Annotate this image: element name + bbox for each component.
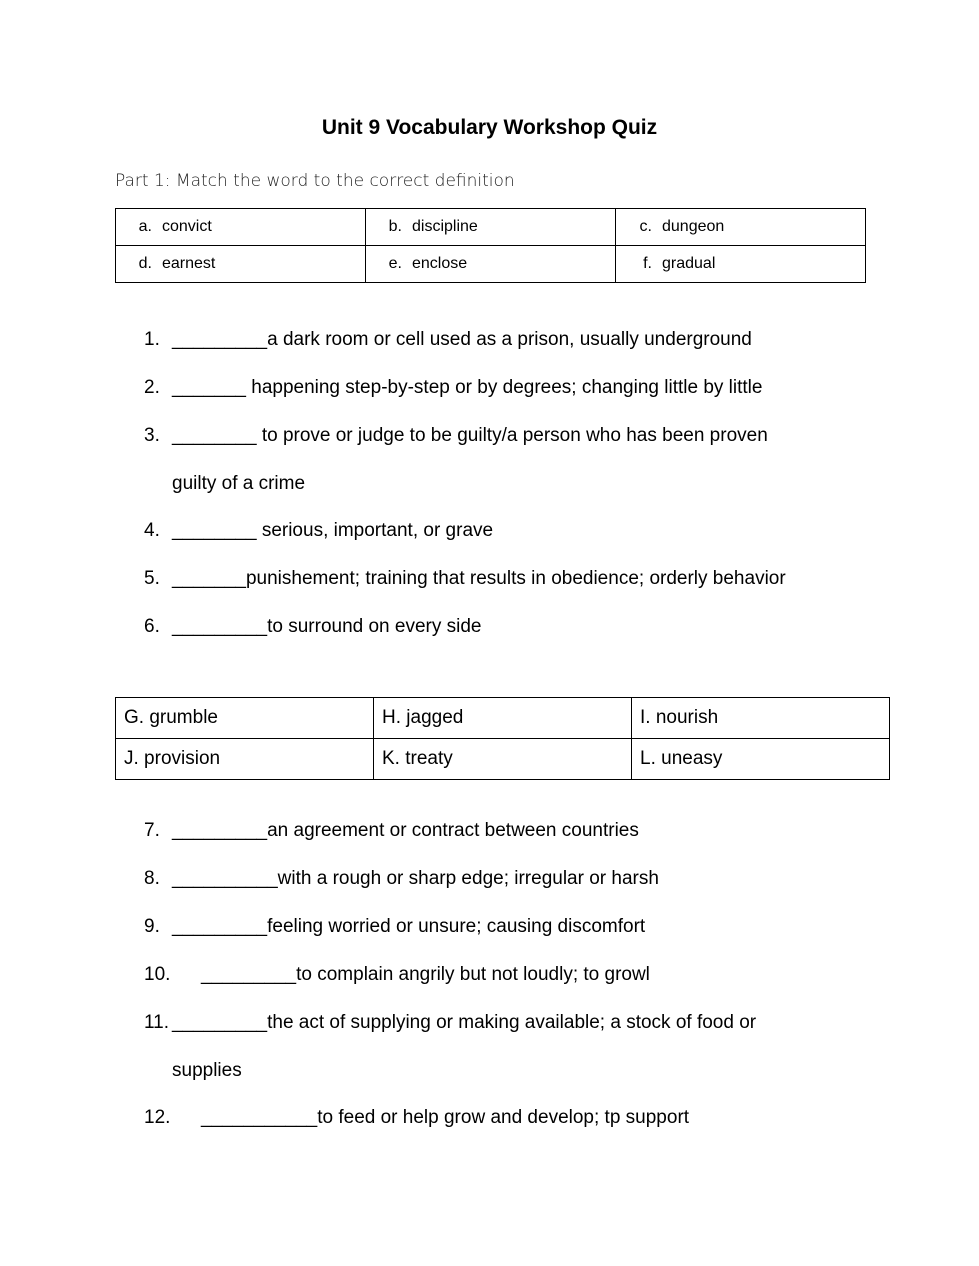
question-text: _________to surround on every side <box>172 616 482 637</box>
question-text: _______ happening step-by-step or by degrees; changing little by little <box>172 377 763 398</box>
question-continuation: supplies <box>172 1060 242 1081</box>
word-bank-table-1 <box>115 208 866 283</box>
question-text: __________with a rough or sharp edge; irregular or harsh <box>172 868 659 889</box>
word-cell: K. treaty <box>374 739 632 780</box>
word-text: gradual <box>662 255 716 272</box>
table-row <box>116 246 866 283</box>
question-number: 10. <box>144 964 171 985</box>
table-row <box>116 739 890 780</box>
word-cell: J. provision <box>116 739 374 780</box>
word-cell <box>366 209 616 246</box>
word-bank-table-2 <box>115 697 890 780</box>
question-number: 9. <box>144 916 160 937</box>
part1-heading: Part 1: Match the word to the correct definition <box>115 171 515 191</box>
word-letter: c. <box>639 218 652 235</box>
word-letter: e. <box>388 255 402 272</box>
word-text: earnest <box>162 255 216 272</box>
word-text: dungeon <box>662 218 725 235</box>
question-text: ________ serious, important, or grave <box>172 520 494 541</box>
page-title: Unit 9 Vocabulary Workshop Quiz <box>321 116 658 139</box>
table-row <box>116 209 866 246</box>
question-number: 3. <box>144 425 160 446</box>
question-text: _________a dark room or cell used as a prison, usually underground <box>172 329 752 350</box>
word-cell <box>616 209 866 246</box>
word-cell: I. nourish <box>632 698 890 739</box>
word-text: discipline <box>412 218 478 235</box>
word-cell <box>116 246 366 283</box>
word-cell: H. jagged <box>374 698 632 739</box>
word-text: convict <box>162 218 212 235</box>
word-cell: G. grumble <box>116 698 374 739</box>
question-number: 11. <box>144 1012 170 1033</box>
table-row <box>116 698 890 739</box>
word-cell <box>366 246 616 283</box>
question-continuation: guilty of a crime <box>172 473 306 494</box>
word-text: enclose <box>412 255 468 272</box>
question-number: 6. <box>144 616 160 637</box>
word-letter: a. <box>138 218 152 235</box>
question-text: _________to complain angrily but not loudly; to growl <box>201 964 650 985</box>
question-number: 1. <box>144 329 160 350</box>
word-cell <box>616 246 866 283</box>
question-number: 7. <box>144 820 160 841</box>
question-text: _________the act of supplying or making available; a stock of food or <box>172 1012 757 1033</box>
question-number: 12. <box>144 1107 171 1128</box>
word-cell <box>116 209 366 246</box>
word-letter: b. <box>388 218 402 235</box>
word-cell: L. uneasy <box>632 739 890 780</box>
question-number: 8. <box>144 868 160 889</box>
word-letter: d. <box>138 255 152 272</box>
question-text: _________an agreement or contract between countries <box>172 820 639 841</box>
question-number: 5. <box>144 568 160 589</box>
question-text: ___________to feed or help grow and develop; tp support <box>201 1107 690 1128</box>
question-text: ________ to prove or judge to be guilty/a person who has been proven <box>172 425 768 446</box>
question-text: _________feeling worried or unsure; causing discomfort <box>172 916 646 937</box>
word-letter: f. <box>643 255 652 272</box>
question-number: 2. <box>144 377 160 398</box>
question-text: _______punishement; training that results in obedience; orderly behavior <box>172 568 786 589</box>
question-number: 4. <box>144 520 160 541</box>
